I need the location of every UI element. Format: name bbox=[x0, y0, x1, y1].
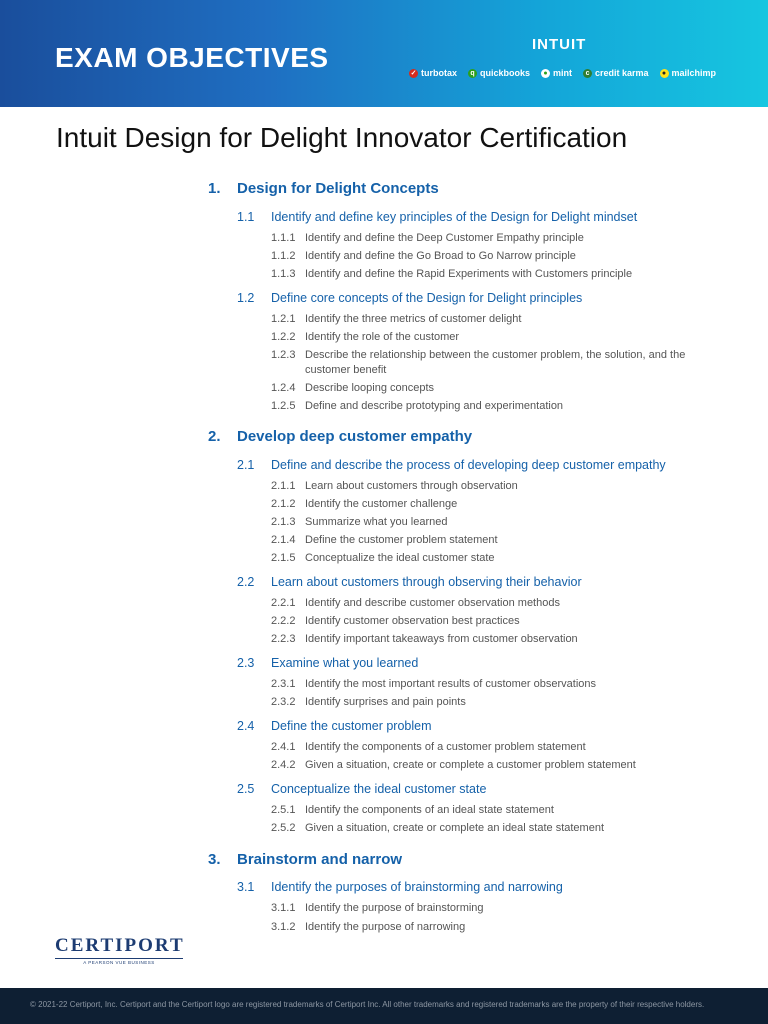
subsection-number: 1.2 bbox=[237, 291, 255, 305]
item-text: Given a situation, create or complete an ideal state statement bbox=[305, 822, 604, 834]
document-title: Intuit Design for Delight Innovator Certification bbox=[56, 122, 628, 153]
qb-icon: q bbox=[468, 69, 477, 78]
brand-turbotax bbox=[409, 68, 457, 78]
item-number: 2.1.1 bbox=[271, 480, 296, 492]
item-number: 1.2.1 bbox=[271, 313, 296, 325]
item-text: Identify the three metrics of customer delight bbox=[305, 313, 522, 325]
section-heading bbox=[208, 180, 439, 197]
certiport-logo bbox=[55, 935, 183, 965]
brand-label: mint bbox=[553, 68, 573, 78]
header-banner bbox=[0, 0, 768, 107]
item-number: 1.1.1 bbox=[271, 232, 296, 244]
item-text: Identify surprises and pain points bbox=[305, 696, 466, 708]
subsection-title: Identify the purposes of brainstorming and narrowing bbox=[271, 880, 563, 894]
item-text: Identify the role of the customer bbox=[305, 331, 460, 343]
brand-label: mailchimp bbox=[671, 68, 717, 78]
item-number: 2.3.2 bbox=[271, 696, 296, 708]
subsection-title: Examine what you learned bbox=[271, 656, 419, 670]
subsection-number: 2.2 bbox=[237, 575, 255, 589]
page-heading: EXAM OBJECTIVES bbox=[55, 42, 329, 73]
subsection-title: Conceptualize the ideal customer state bbox=[271, 782, 487, 796]
section-title: Design for Delight Concepts bbox=[237, 180, 439, 197]
subsection-number: 2.3 bbox=[237, 656, 255, 670]
item-number: 2.1.2 bbox=[271, 498, 296, 510]
brand-label: turbotax bbox=[421, 68, 457, 78]
footer-bar bbox=[0, 988, 768, 1024]
section-title: Develop deep customer empathy bbox=[237, 428, 473, 445]
subsection-title: Define the customer problem bbox=[271, 719, 432, 733]
subsection-number: 2.4 bbox=[237, 719, 255, 733]
brand-quickbooks bbox=[468, 68, 530, 78]
item-number: 1.2.5 bbox=[271, 400, 296, 412]
item-number: 2.2.2 bbox=[271, 615, 296, 627]
item-text: Conceptualize the ideal customer state bbox=[305, 552, 495, 564]
item-text: Identify the purpose of brainstorming bbox=[305, 902, 484, 914]
brand-mint bbox=[541, 68, 572, 78]
subsection-title: Define core concepts of the Design for Delight principles bbox=[271, 291, 583, 305]
logo-divider bbox=[55, 958, 183, 959]
item-text: Identify and describe customer observation methods bbox=[305, 597, 560, 609]
subsection-number: 3.1 bbox=[237, 880, 255, 894]
certiport-tagline: A PEARSON VUE BUSINESS bbox=[83, 960, 155, 965]
item-text: Identify the most important results of customer observations bbox=[305, 678, 597, 690]
leaf-icon: ● bbox=[541, 69, 550, 78]
section-number: 2. bbox=[208, 428, 221, 445]
item-text: Define the customer problem statement bbox=[305, 534, 498, 546]
item-number: 3.1.2 bbox=[271, 921, 296, 933]
item-number: 1.1.2 bbox=[271, 250, 296, 262]
item-number: 2.2.3 bbox=[271, 633, 296, 645]
item-number: 1.2.3 bbox=[271, 349, 296, 361]
copyright-text: © 2021-22 Certiport, Inc. Certiport and the Certiport logo are registered trademarks of Certiport Inc. All other trademarks and registered trademarks are the property of their respective holders. bbox=[30, 1000, 705, 1009]
section-number: 3. bbox=[208, 851, 221, 868]
item-number: 2.4.2 bbox=[271, 759, 296, 771]
section-number: 1. bbox=[208, 180, 221, 197]
subsection-number: 1.1 bbox=[237, 210, 255, 224]
subsection-heading bbox=[237, 458, 666, 472]
subsection-heading bbox=[237, 575, 582, 589]
subsection-heading bbox=[237, 880, 563, 894]
item-number: 2.3.1 bbox=[271, 678, 296, 690]
item-number: 2.1.4 bbox=[271, 534, 296, 546]
intuit-logo: INTUIT bbox=[532, 36, 587, 53]
section-title: Brainstorm and narrow bbox=[237, 851, 403, 868]
item-text: Given a situation, create or complete a customer problem statement bbox=[305, 759, 636, 771]
item-text: Learn about customers through observation bbox=[305, 480, 518, 492]
item-number: 2.5.2 bbox=[271, 822, 296, 834]
section-heading bbox=[208, 428, 472, 445]
subsection-heading bbox=[237, 719, 432, 733]
subsection-title: Identify and define key principles of the Design for Delight mindset bbox=[271, 210, 638, 224]
item-number: 3.1.1 bbox=[271, 902, 296, 914]
item-text: Identify and define the Deep Customer Empathy principle bbox=[305, 232, 584, 244]
item-text: Identify customer observation best practices bbox=[305, 615, 520, 627]
subsection-title: Define and describe the process of developing deep customer empathy bbox=[271, 458, 666, 472]
item-number: 2.4.1 bbox=[271, 741, 296, 753]
brand-label: quickbooks bbox=[480, 68, 531, 78]
item-text: Identify and define the Rapid Experiments with Customers principle bbox=[305, 268, 633, 280]
item-number: 1.2.4 bbox=[271, 382, 296, 394]
subsection-title: Learn about customers through observing their behavior bbox=[271, 575, 582, 589]
brand-mailchimp bbox=[660, 68, 717, 78]
item-text: Identify the customer challenge bbox=[305, 498, 458, 510]
subsection-heading bbox=[237, 656, 418, 670]
item-text: Summarize what you learned bbox=[305, 516, 448, 528]
certiport-wordmark: CERTIPORT bbox=[55, 935, 185, 956]
section-heading bbox=[208, 851, 402, 868]
item-text: Identify important takeaways from customer observation bbox=[305, 633, 578, 645]
subsection-number: 2.1 bbox=[237, 458, 255, 472]
subsection-heading bbox=[237, 782, 486, 796]
subsection-number: 2.5 bbox=[237, 782, 255, 796]
item-text: Describe the relationship between the customer problem, the solution, and the customer benefit bbox=[305, 349, 686, 376]
item-text: Describe looping concepts bbox=[305, 382, 435, 394]
check-icon: ✓ bbox=[410, 69, 417, 77]
brand-credit-karma bbox=[583, 68, 649, 78]
item-number: 1.2.2 bbox=[271, 331, 296, 343]
subsection-heading bbox=[237, 291, 582, 305]
item-number: 2.2.1 bbox=[271, 597, 296, 609]
item-text: Identify the components of a customer problem statement bbox=[305, 741, 586, 753]
subsection-heading bbox=[237, 210, 637, 224]
chimp-icon: ● bbox=[660, 69, 669, 78]
item-number: 2.1.3 bbox=[271, 516, 296, 528]
brand-list bbox=[409, 68, 716, 78]
item-text: Define and describe prototyping and experimentation bbox=[305, 400, 564, 412]
item-text: Identify and define the Go Broad to Go Narrow principle bbox=[305, 250, 576, 262]
ck-icon: c bbox=[583, 69, 592, 78]
item-number: 1.1.3 bbox=[271, 268, 296, 280]
item-number: 2.5.1 bbox=[271, 804, 296, 816]
brand-label: credit karma bbox=[595, 68, 649, 78]
item-text: Identify the components of an ideal state statement bbox=[305, 804, 554, 816]
item-number: 2.1.5 bbox=[271, 552, 296, 564]
item-text: Identify the purpose of narrowing bbox=[305, 921, 466, 933]
